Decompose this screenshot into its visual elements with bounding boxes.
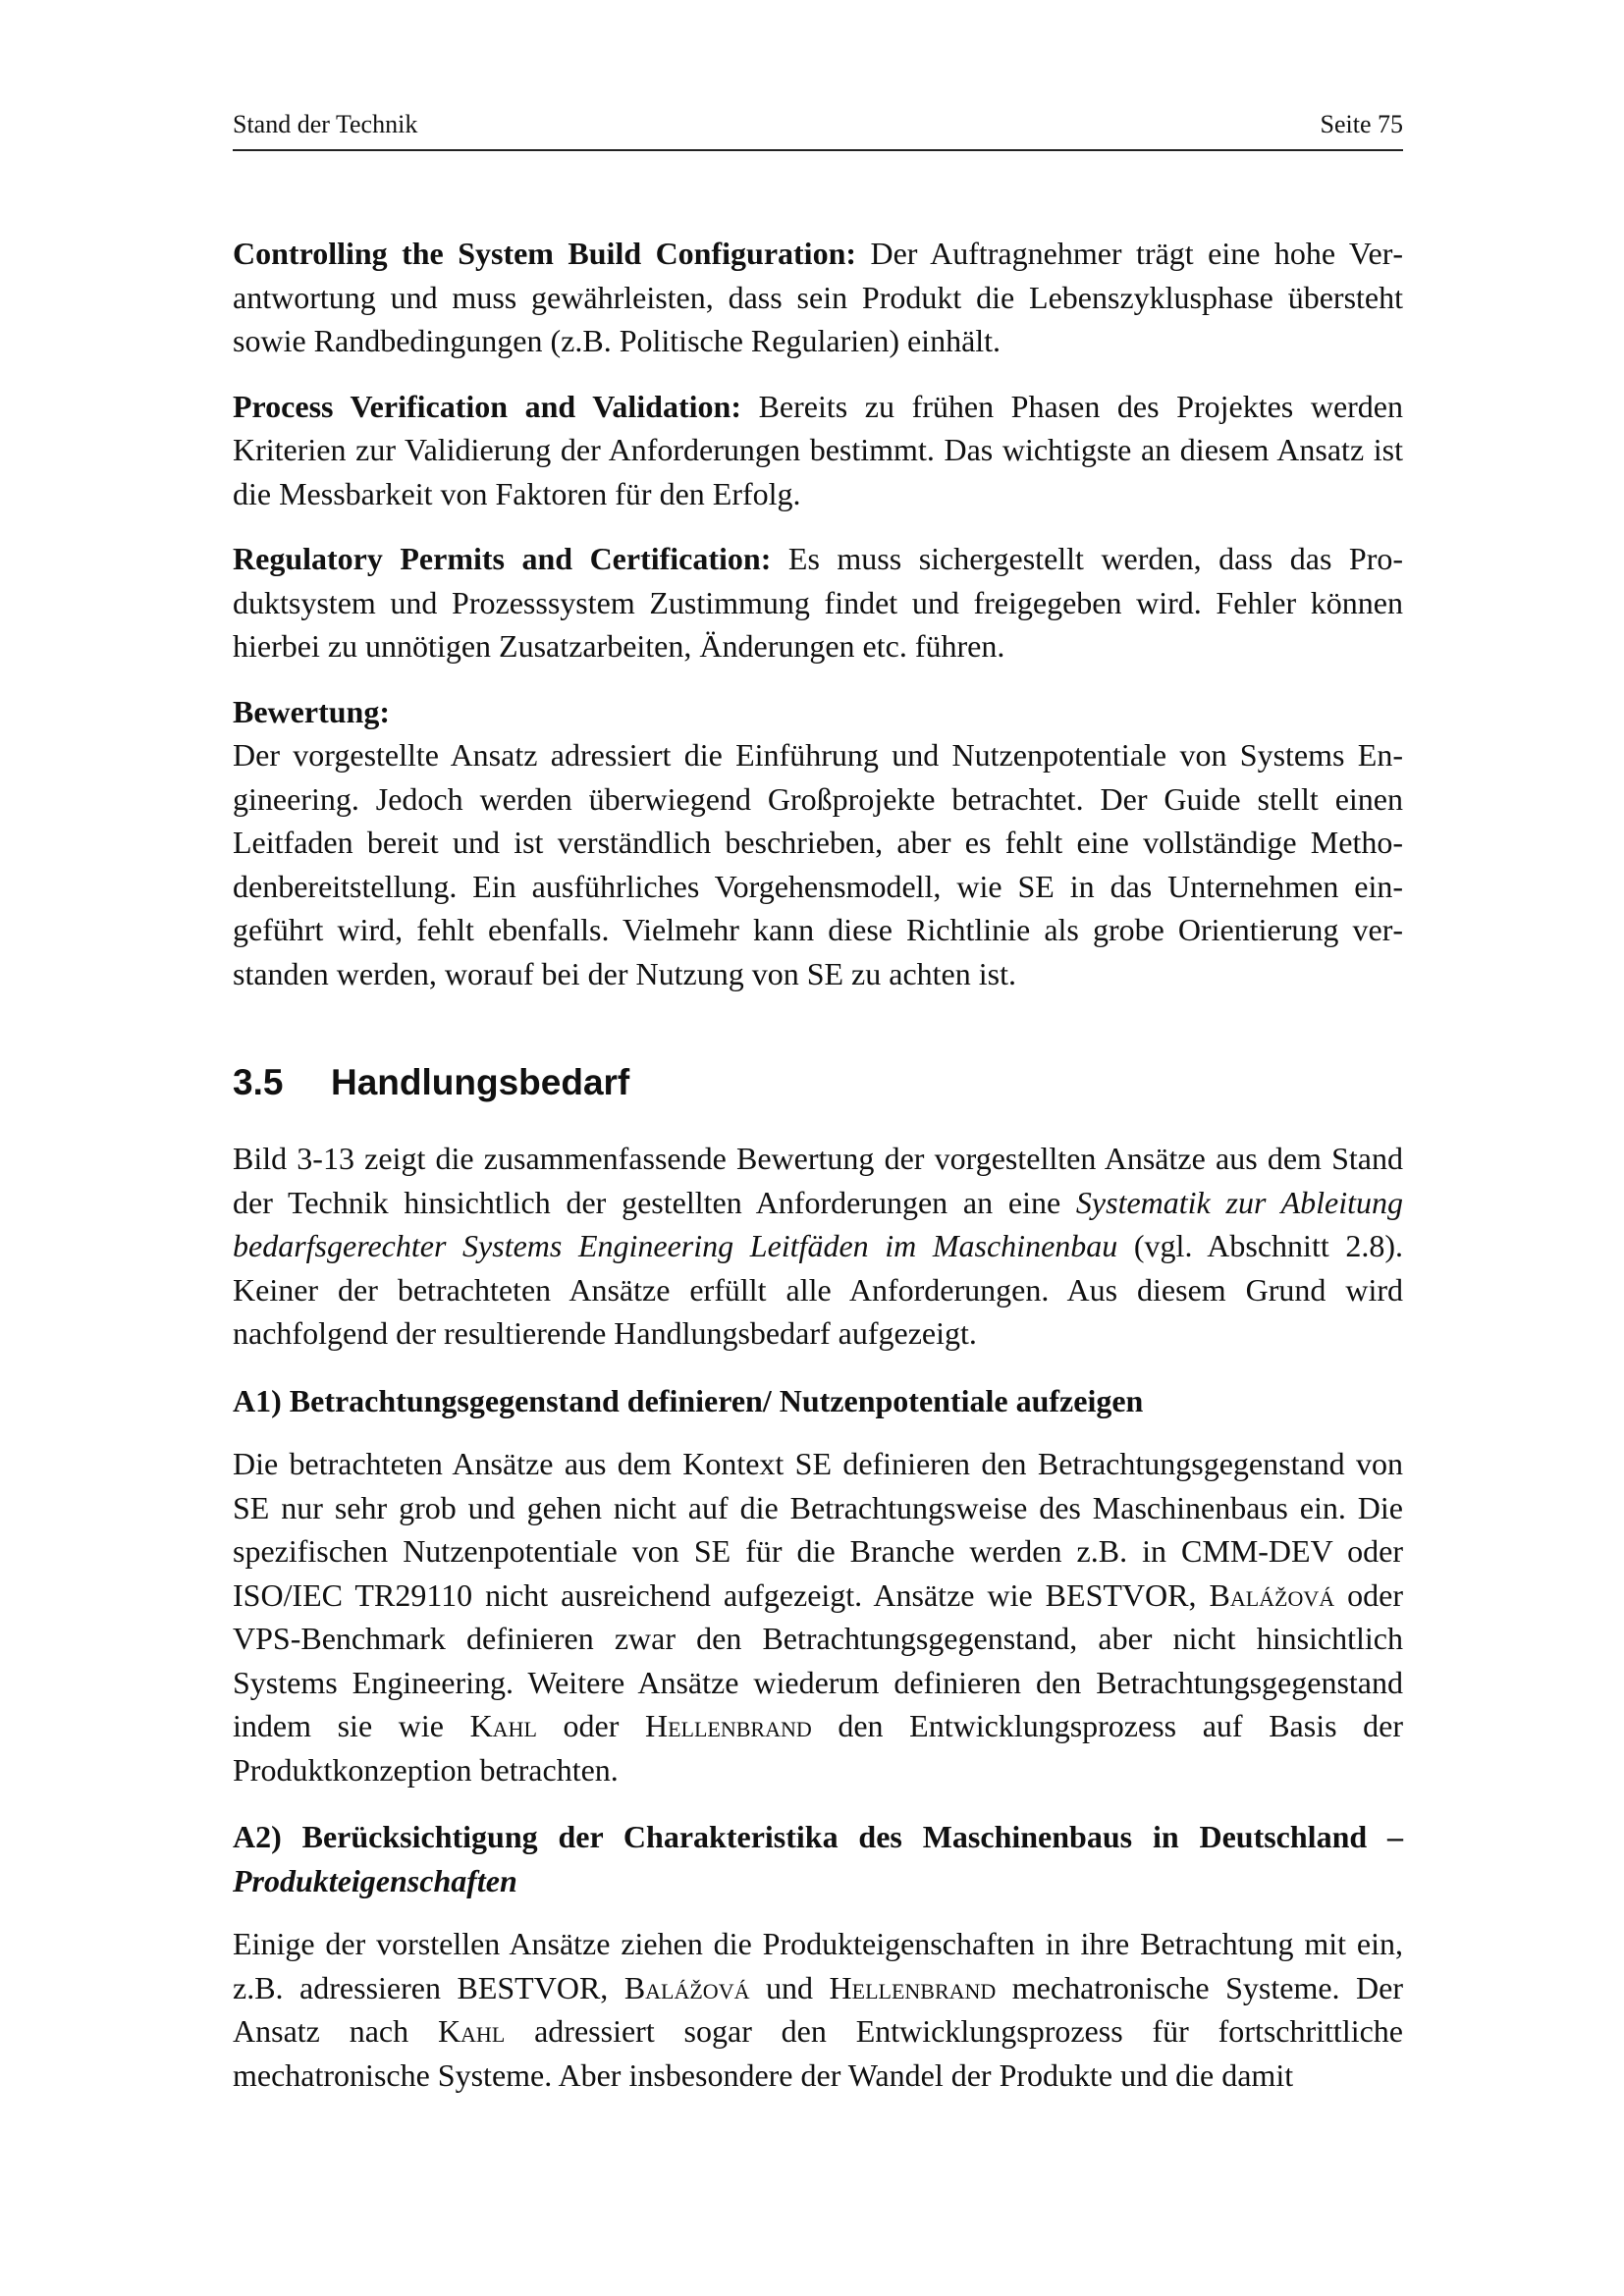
section-title: Handlungsbedarf <box>331 1062 630 1102</box>
author-balazova: Balážová <box>1209 1576 1335 1613</box>
a1-heading: A1) Betrachtungsgegenstand definieren/ Nutzenpotentiale aufzeigen <box>233 1382 1144 1418</box>
text-permits: Es muss sichergestellt werden, dass das Produktsystem und Prozesssystem Zustimmung findet und freigegeben wird. Fehler können hierbei zu unnötigen Zusatzarbeiten, Änderungen etc. führen. <box>233 541 1404 664</box>
author-kahl: Kahl <box>437 2013 506 2049</box>
paragraph-system-build <box>233 232 1403 363</box>
text-system-build: Der Auftragnehmer trägt eine hohe Verantwortung und muss gewährleisten, dass sein Produkt die Lebenszyklusphase übersteht sowie Randbedingungen (z.B. Politische Regularien) einhält. <box>233 236 1404 358</box>
term-permits: Regulatory Permits and Certification: <box>233 541 772 576</box>
a2-heading: A2) Berücksichtigung der Charakteristika des Maschinenbaus in Deutschland – Produkteigenschaften <box>233 1819 1403 1898</box>
section-number: 3.5 <box>233 1062 284 1102</box>
text-verification: Bereits zu frühen Phasen des Projektes werden Kriterien zur Validierung der Anforderungen bestimmt. Das wichtigste an diesem Ansatz ist die Messbarkeit von Faktoren für den Erfolg. <box>233 388 1404 511</box>
author-balazova: Balážová <box>623 1969 750 2005</box>
bewertung-heading: Bewertung: <box>233 693 390 729</box>
term-system-build: Controlling the System Build Configuration: <box>233 236 857 271</box>
a2-text: Einige der vorstellen Ansätze ziehen die Produkteigenschaften in ihre Betrachtung mit ein, z.B. adressieren BESTVOR, Balážová und Hellenbrand mechatronische Systeme. Der Ansatz nach Kahl adressiert sogar den Entwicklungsprozess für fortschrittliche mechatronische Systeme. Aber insbesondere der Wandel der Produkte und die damit <box>233 1926 1404 2093</box>
author-hellenbrand: Hellenbrand <box>644 1708 812 1743</box>
page-header <box>233 106 1403 151</box>
running-header-title: Stand der Technik <box>233 110 418 138</box>
a1-text: Die betrachteten Ansätze aus dem Kontext SE definieren den Betrachtungsgegenstand von SE nur sehr grob und gehen nicht auf die Betrachtungsweise des Maschinenbaus ein. Die spezifischen Nutzenpotentiale von SE für die Branche werden z.B. in CMM-DEV oder ISO/IEC TR29110 nicht ausreichend aufgezeigt. Ansätze wie BESTVOR, Balážová oder VPS-Benchmark definieren zwar den Betrachtungsgegenstand, aber nicht hinsichtlich Systems Engineering. Weitere Ansätze wiederum definieren den Betrachtungsgegenstand indem sie wie Kahl oder Hellenbrand den Entwicklungsprozess auf Basis der Produktkonzeption betrachten. <box>233 1446 1403 1788</box>
author-kahl: Kahl <box>469 1708 537 1743</box>
author-hellenbrand: Hellenbrand <box>829 1969 997 2005</box>
page-body <box>233 232 1403 2097</box>
section-intro: Bild 3-13 zeigt die zusammenfassende Bewertung der vorgestellten Ansätze aus dem Stand der Technik hinsichtlich der gestellten Anforderungen an eine Systematik zur Ableitung bedarfsgerechter Systems Engineering Leitfäden im Maschinenbau (vgl. Abschnitt 2.8). Keiner der betrachteten Ansätze erfüllt alle Anforderungen. Aus diesem Grund wird nachfolgend der resultierende Handlungsbedarf aufgezeigt. <box>233 1141 1404 1351</box>
page-number: Seite 75 <box>1320 110 1403 138</box>
section-heading <box>233 1060 1403 1105</box>
paragraph-permits <box>233 537 1403 668</box>
paragraph-verification <box>233 385 1403 516</box>
bewertung-text: Der vorgestellte Ansatz adressiert die Einführung und Nutzenpotentiale von Systems Engineering. Jedoch werden überwiegend Großprojekte betrachtet. Der Guide stellt einen Leitfaden bereit und ist verständlich beschrieben, aber es fehlt eine vollständige Methodenbereitstellung. Ein ausführliches Vorgehensmodell, wie SE in das Unternehmen eingeführt wird, fehlt ebenfalls. Vielmehr kann diese Richtlinie als grobe Orientierung verstanden werden, worauf bei der Nutzung von SE zu achten ist. <box>233 737 1403 991</box>
term-verification: Process Verification and Validation: <box>233 388 741 424</box>
systematik-title: Systematik zur Ableitung bedarfsgerechter Systems Engineering Leitfäden im Maschinenbau <box>233 1184 1403 1263</box>
a2-heading-italic: Produkteigenschaften <box>233 1862 517 1898</box>
